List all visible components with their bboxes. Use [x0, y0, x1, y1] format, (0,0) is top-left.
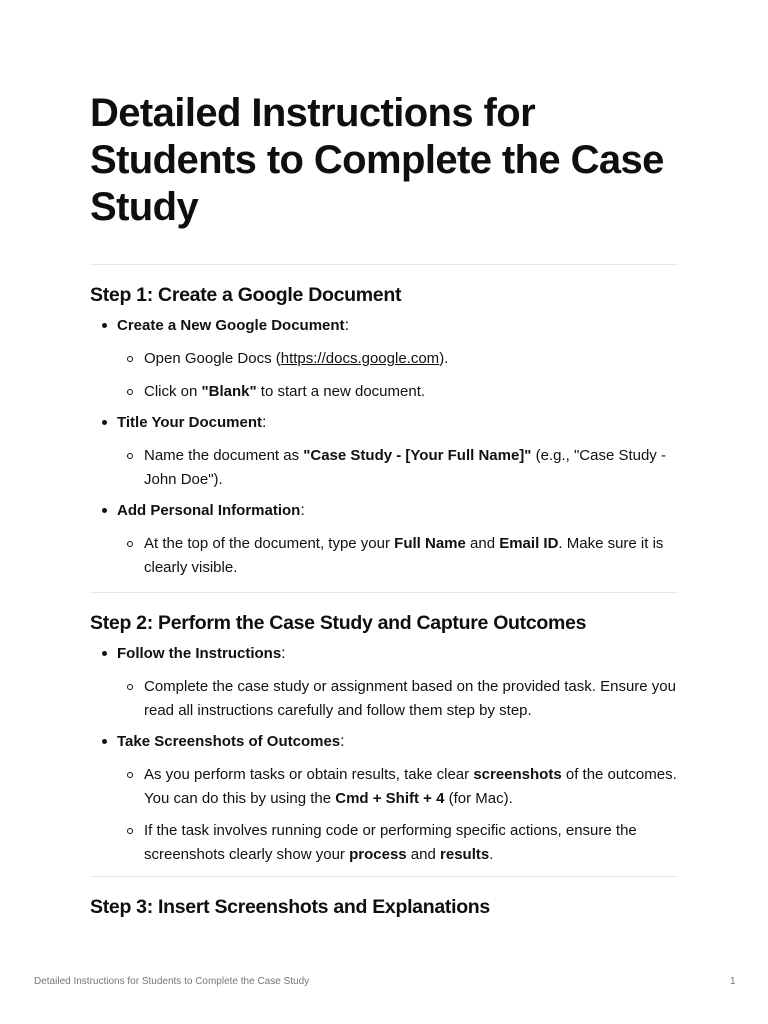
- step-1-section: [90, 282, 678, 588]
- text: As you perform tasks or obtain results, take clear: [144, 766, 474, 783]
- step-2-heading: Step 2: Perform the Case Study and Capture Outcomes: [90, 612, 587, 634]
- item-label: Title Your Document: [117, 414, 263, 431]
- sub-list: [117, 444, 678, 491]
- text: . Make sure it is clearly visible.: [144, 535, 664, 576]
- item-colon: :: [262, 414, 267, 431]
- step-3-section: [90, 894, 678, 920]
- bullet-icon: [102, 739, 107, 744]
- text: Open Google Docs (: [144, 350, 281, 367]
- list-item: [90, 730, 678, 866]
- item-label: Take Screenshots of Outcomes: [117, 733, 341, 750]
- item-colon: :: [281, 645, 286, 662]
- text: of the outcomes. You can do this by using the: [144, 766, 677, 807]
- text: (e.g., "Case Study - John Doe").: [144, 447, 666, 488]
- text: Click on: [144, 382, 202, 400]
- text: and: [406, 845, 441, 863]
- bold-text: "Case Study - [Your Full Name]": [303, 447, 532, 464]
- hollow-bullet-icon: [127, 356, 133, 362]
- text: .: [489, 845, 494, 863]
- step-2-list: [90, 642, 678, 866]
- hollow-bullet-icon: [127, 684, 133, 690]
- sub-list-item: [117, 444, 678, 491]
- item-label: Follow the Instructions: [117, 645, 282, 662]
- sub-list: [117, 763, 678, 866]
- item-label: Create a New Google Document: [117, 317, 345, 334]
- hollow-bullet-icon: [127, 389, 133, 395]
- page-number: 1: [730, 976, 736, 987]
- hollow-bullet-icon: [127, 772, 133, 778]
- sub-list: [117, 347, 678, 403]
- text: (for Mac).: [444, 789, 513, 807]
- hollow-bullet-icon: [127, 453, 133, 459]
- bullet-icon: [102, 651, 107, 656]
- hollow-bullet-icon: [127, 828, 133, 834]
- sub-list: [117, 675, 678, 722]
- document-title: Detailed Instructions for Students to Complete the Case Study: [90, 91, 664, 229]
- sub-list-item: [117, 347, 678, 371]
- list-item: [90, 314, 678, 403]
- sub-list-item: [117, 532, 678, 579]
- bold-text: "Blank": [201, 382, 257, 400]
- bold-text: screenshots: [473, 766, 562, 783]
- bold-text: Full Name: [394, 535, 466, 552]
- item-colon: :: [340, 733, 345, 750]
- hollow-bullet-icon: [127, 541, 133, 547]
- sub-list-item: [117, 763, 678, 810]
- footer-title: Detailed Instructions for Students to Complete the Case Study: [34, 976, 310, 987]
- list-item: [90, 642, 678, 722]
- step-1-list: [90, 314, 678, 579]
- bold-text: results: [440, 845, 490, 863]
- bold-text: process: [349, 845, 407, 863]
- sub-list-item: [117, 819, 678, 866]
- divider: [90, 592, 678, 593]
- step-2-section: [90, 610, 678, 875]
- text: If the task involves running code or performing specific actions, ensure the screenshots clearly show your: [144, 822, 637, 863]
- step-1-heading: Step 1: Create a Google Document: [90, 284, 402, 306]
- bold-text: Email ID: [499, 535, 559, 552]
- item-colon: :: [300, 502, 305, 519]
- text: Name the document as: [144, 447, 304, 464]
- google-docs-link[interactable]: https://docs.google.com: [280, 350, 440, 367]
- text: Complete the case study or assignment based on the provided task. Ensure you read all instructions carefully and follow them step by step.: [144, 678, 676, 719]
- sub-list: [117, 532, 678, 579]
- list-item: [90, 411, 678, 491]
- bullet-icon: [102, 508, 107, 513]
- sub-list-item: [117, 675, 678, 722]
- item-colon: :: [344, 317, 350, 334]
- step-3-heading: Step 3: Insert Screenshots and Explanations: [90, 896, 490, 918]
- text: and: [465, 535, 500, 552]
- text: ).: [439, 350, 449, 367]
- bullet-icon: [102, 420, 107, 425]
- list-item: [90, 499, 678, 579]
- bold-text: Cmd + Shift + 4: [335, 789, 445, 807]
- bullet-icon: [102, 323, 107, 328]
- text: At the top of the document, type your: [144, 535, 395, 552]
- divider: [90, 264, 678, 265]
- text: to start a new document.: [256, 382, 426, 400]
- divider: [90, 876, 678, 877]
- item-label: Add Personal Information: [117, 502, 301, 519]
- sub-list-item: [117, 380, 678, 404]
